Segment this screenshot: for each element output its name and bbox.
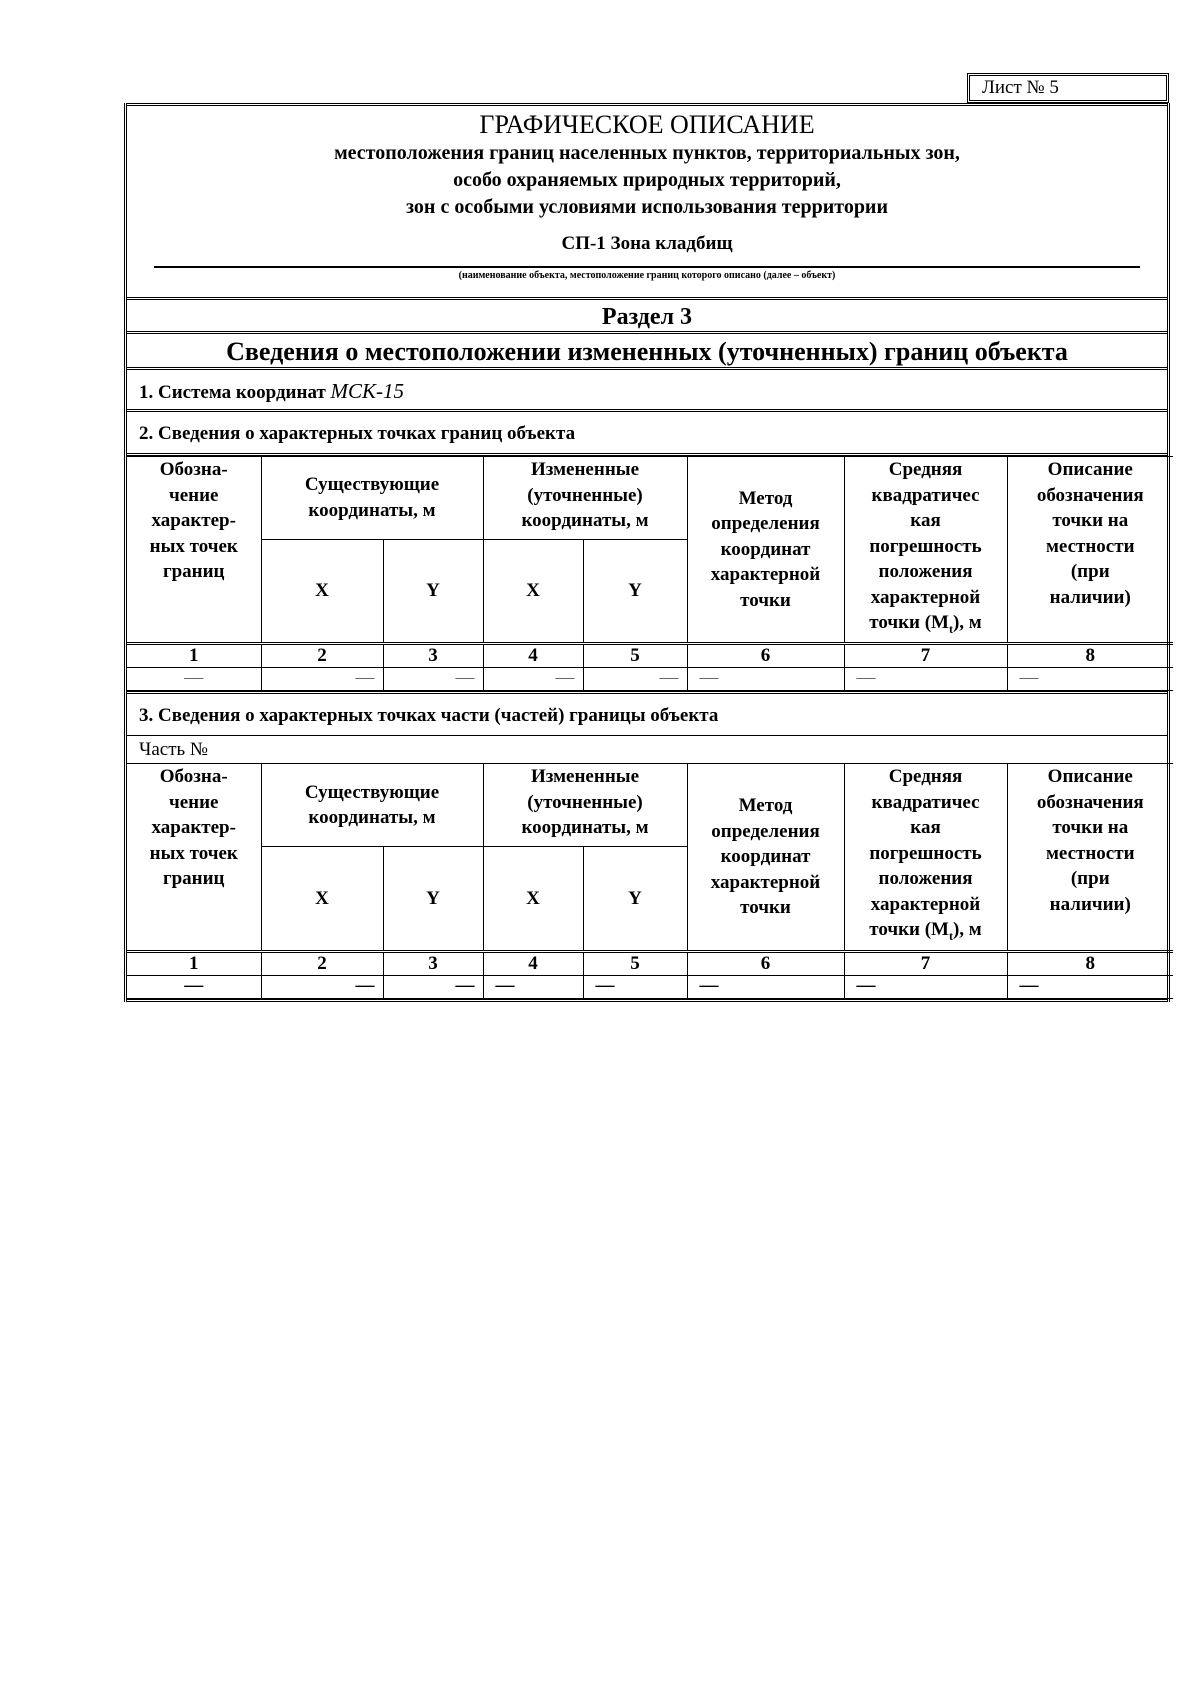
part-points-heading: 3. Сведения о характерных точках части (частей) границы объекта bbox=[127, 691, 1167, 735]
title-line-3: зон с особыми условиями использования территории bbox=[406, 196, 888, 218]
header-designation: Обозна- чение характер- ных точек границ bbox=[127, 764, 261, 951]
column-number-row: 1 2 3 4 5 6 7 8 bbox=[127, 951, 1173, 975]
column-number-row: 1 2 3 4 5 6 7 8 bbox=[127, 644, 1173, 668]
header-designation: Обозна- чение характер- ных точек границ bbox=[127, 457, 261, 644]
title-line-2: особо охраняемых природных территорий, bbox=[453, 169, 841, 191]
header-method: Метод определения координат характерной точки bbox=[687, 457, 844, 644]
header-method: Метод определения координат характерной точки bbox=[687, 764, 844, 951]
document-frame bbox=[124, 103, 1170, 1002]
header-changed-x: X bbox=[483, 847, 583, 952]
coordinate-system-label: 1. Система координат bbox=[139, 382, 326, 403]
header-existing-x: X bbox=[261, 539, 383, 644]
header-description: Описание обозначения точки на местности (при наличии) bbox=[1007, 764, 1173, 951]
document-title: ГРАФИЧЕСКОЕ ОПИСАНИЕ bbox=[479, 110, 815, 139]
frame-bottom bbox=[127, 999, 1167, 1002]
part-points-table-block bbox=[127, 763, 1167, 998]
header-existing-y: Y bbox=[383, 847, 483, 952]
sheet-number: Лист № 5 bbox=[967, 73, 1169, 103]
header-existing-y: Y bbox=[383, 539, 483, 644]
title-block bbox=[127, 103, 1167, 297]
coordinate-system-row bbox=[127, 367, 1167, 409]
header-error: Средняя квадратичес кая погрешность положения характерной точки $(M_t)$, м bbox=[844, 764, 1007, 951]
boundary-points-table bbox=[127, 456, 1173, 691]
boundary-points-table-block bbox=[127, 453, 1167, 691]
table-row: — — — — — — — — bbox=[127, 975, 1173, 998]
header-changed-coordinates: Измененные (уточненные) координаты, м bbox=[483, 457, 687, 540]
header-changed-x: X bbox=[483, 539, 583, 644]
header-changed-y: Y bbox=[583, 847, 687, 952]
part-number-row: Часть № bbox=[127, 735, 1167, 763]
boundary-points-heading: 2. Сведения о характерных точках границ объекта bbox=[127, 409, 1167, 453]
object-name: СП-1 Зона кладбищ bbox=[561, 233, 733, 254]
table-row: — — — — — — — — bbox=[127, 668, 1173, 691]
section-title: Раздел 3 bbox=[127, 297, 1167, 331]
object-underline bbox=[154, 266, 1140, 268]
header-description: Описание обозначения точки на местности (при наличии) bbox=[1007, 457, 1173, 644]
header-existing-coordinates: Существующие координаты, м bbox=[261, 457, 483, 540]
header-existing-x: X bbox=[261, 847, 383, 952]
object-note: (наименование объекта, местоположение границ которого описано (далее – объект) bbox=[458, 270, 836, 281]
title-line-1: местоположения границ населенных пунктов, территориальных зон, bbox=[334, 142, 960, 164]
coordinate-system-value: МСК-15 bbox=[330, 379, 404, 403]
header-changed-y: Y bbox=[583, 539, 687, 644]
part-points-table bbox=[127, 763, 1173, 998]
header-changed-coordinates: Измененные (уточненные) координаты, м bbox=[483, 764, 687, 847]
header-error: Средняя квадратичес кая погрешность положения характерной точки $(M_t)$, м bbox=[844, 457, 1007, 644]
section-heading: Сведения о местоположении измененных (уточненных) границ объекта bbox=[127, 331, 1167, 367]
header-existing-coordinates: Существующие координаты, м bbox=[261, 764, 483, 847]
